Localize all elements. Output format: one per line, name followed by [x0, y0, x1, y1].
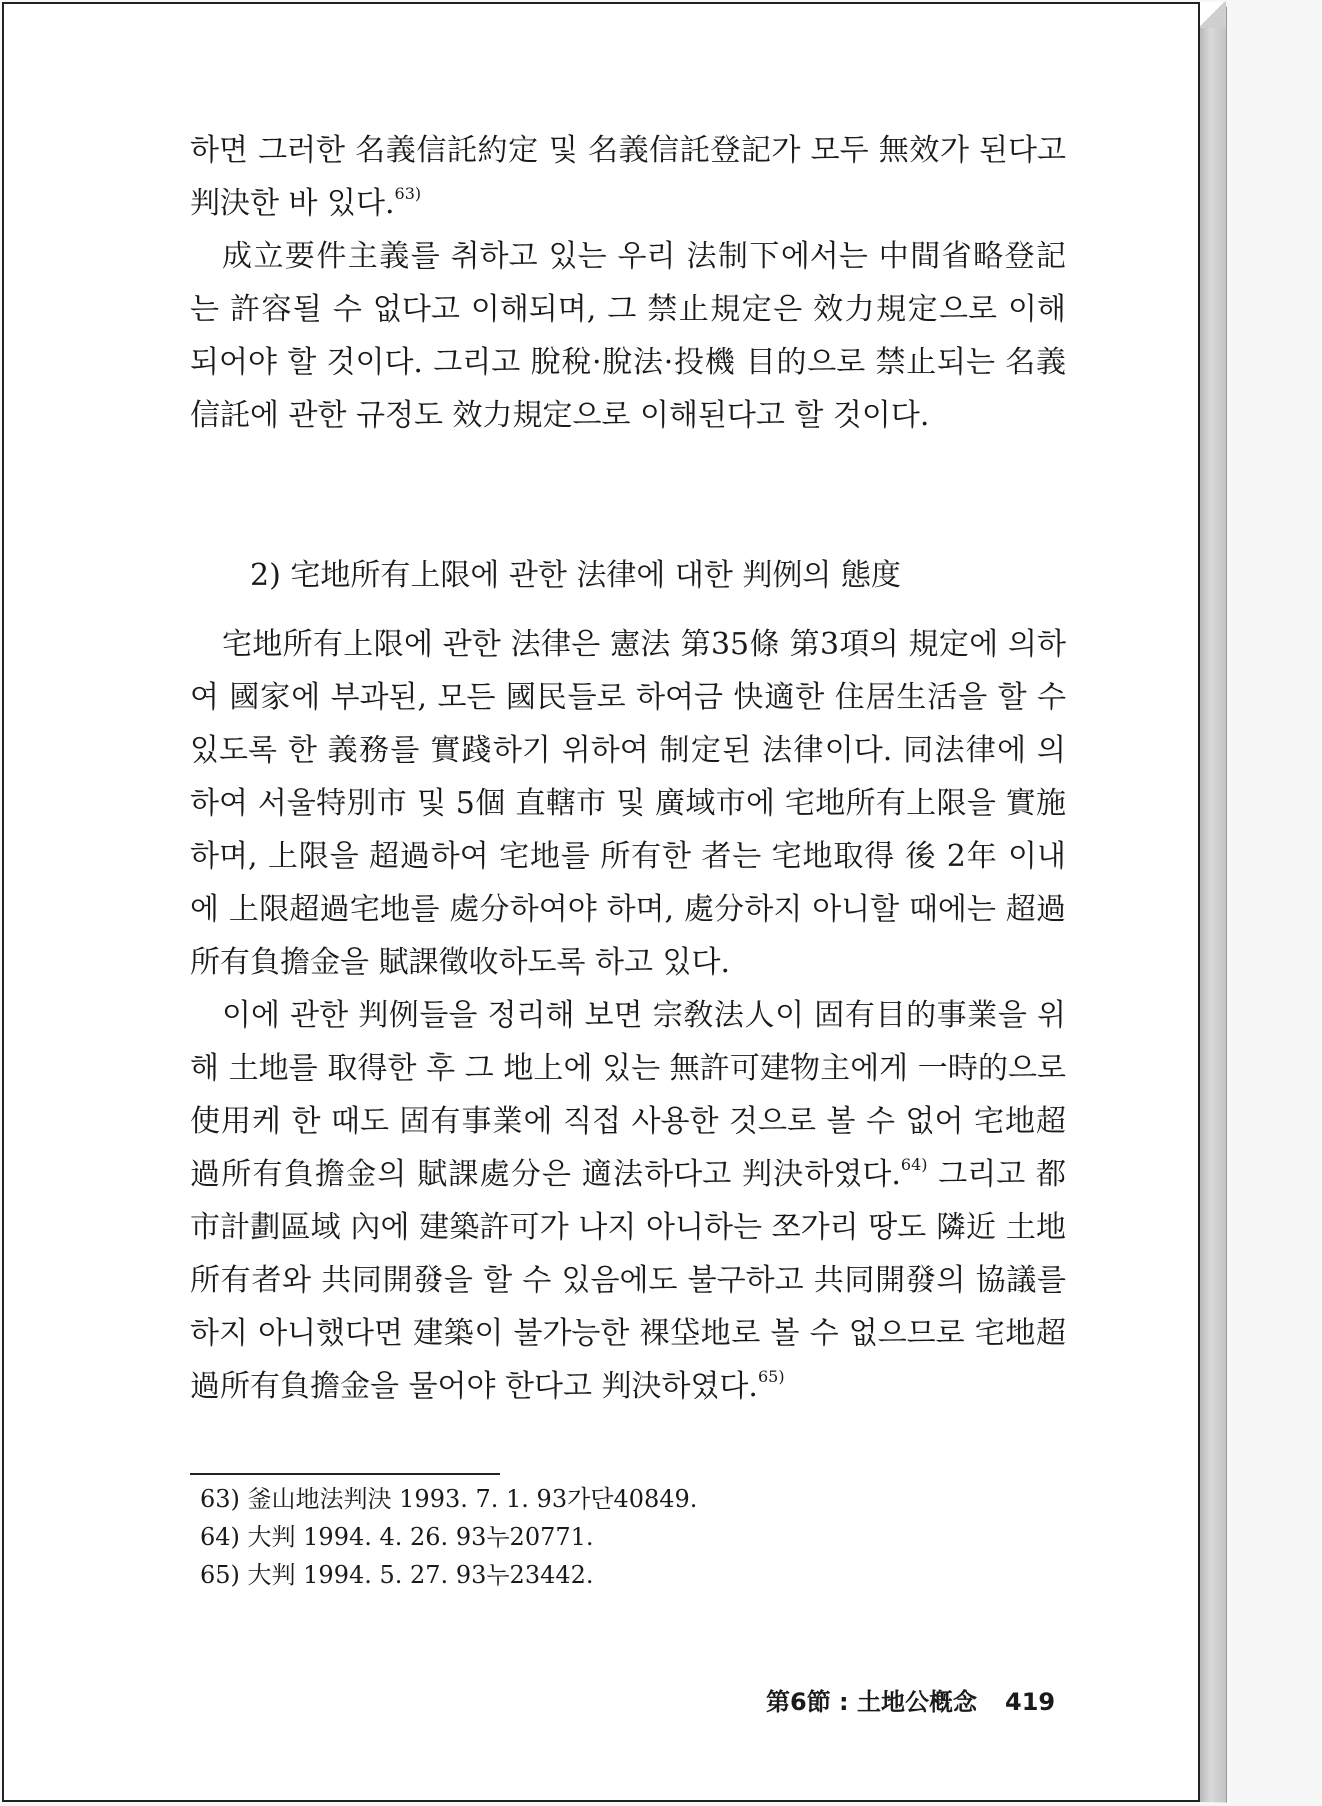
- footnote-ref-64: 64): [900, 1155, 928, 1174]
- body-text-bottom: [190, 618, 1066, 1413]
- paragraph-text-continued: 그리고 都市計劃區域 內에 建築許可가 나지 아니하는 쪼가리 땅도 隣近 土地所有者와 共同開發을 할 수 있음에도 불구하고 共同開發의 協議를 하지 아니했다면 建築이 불가능한 裸垈地로 볼 수 없으므로 宅地超過所有負擔金을 물어야 한다고 判決하였다.: [190, 1157, 1067, 1404]
- running-header-section: 第6節 : 土地公槪念: [766, 1688, 978, 1716]
- footnotes: [200, 1480, 697, 1594]
- paragraph-intermediate-registration: 成立要件主義를 취하고 있는 우리 法制下에서는 中間省略登記는 許容될 수 없다고 이해되며, 그 禁止規定은 效力規定으로 이해되어야 할 것이다. 그리고 脫稅·脫法·投機 目的으로 禁止되는 名義信託에 관한 규정도 效力規定으로 이해된다고 할 것이다.: [190, 239, 1066, 433]
- paragraph-case-law-summary: [190, 989, 1066, 1413]
- paragraph-land-ownership-law: 宅地所有上限에 관한 法律은 憲法 第35條 第3項의 規定에 의하여 國家에 부과된, 모든 國民들로 하여금 快適한 住居生活을 할 수 있도록 한 義務를 實踐하기 위하여 制定된 法律이다. 同法律에 의하여 서울特別市 및 5個 直轄市 및 廣域市에 宅地所有上限을 實施하며, 上限을 超過하여 宅地를 所有한 者는 宅地取得 後 2年 이내에 上限超過宅地를 處分하여야 하며, 處分하지 아니할 때에는 超過所有負擔金을 賦課徵收하도록 하고 있다.: [190, 627, 1066, 980]
- page-stack-edge: [1200, 6, 1227, 1803]
- section-heading: 2) 宅地所有上限에 관한 法律에 대한 判例의 態度: [250, 558, 901, 593]
- footnote-ref-63: 63): [394, 184, 422, 203]
- footnote-65: 65) 大判 1994. 5. 27. 93누23442.: [200, 1561, 594, 1589]
- page-footer: [766, 1682, 1055, 1717]
- footnote-63: 63) 釜山地法判決 1993. 7. 1. 93가단40849.: [200, 1485, 698, 1513]
- body-text-top: [190, 124, 1066, 442]
- footnote-ref-65: 65): [757, 1367, 785, 1386]
- book-page: [2, 2, 1200, 1802]
- page-corner: [1196, 2, 1226, 28]
- paragraph-name-trust-conclusion: [190, 124, 1066, 230]
- footnote-divider: [190, 1473, 500, 1475]
- paragraph-text: 이에 관한 判例들을 정리해 보면 宗敎法人이 固有目的事業을 위해 土地를 取得한 후 그 地上에 있는 無許可建物主에게 一時的으로 使用케 한 때도 固有事業에 직접 사용한 것으로 볼 수 없어 宅地超過所有負擔金의 賦課處分은 適法하다고 判決하였다.: [190, 998, 1066, 1192]
- paragraph-text: 하면 그러한 名義信託約定 및 名義信託登記가 모두 無效가 된다고 判決한 바 있다.: [190, 133, 1066, 221]
- page-number: 419: [1005, 1688, 1056, 1716]
- footnote-64: 64) 大判 1994. 4. 26. 93누20771.: [200, 1523, 594, 1551]
